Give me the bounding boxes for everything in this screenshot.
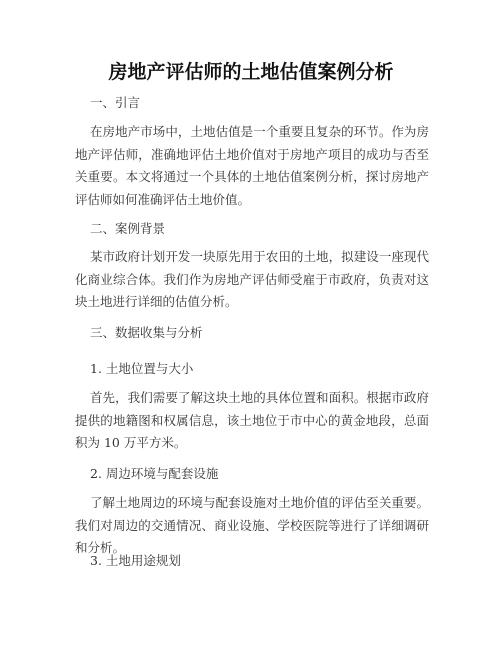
subheading-land-use-planning: 3. 土地用途规划 [90, 553, 181, 568]
subheading-land-location-size: 1. 土地位置与大小 [90, 361, 194, 376]
section-heading-data-collection: 三、数据收集与分析 [90, 325, 203, 340]
paragraph-land-location-size: 首先，我们需要了解这块土地的具体位置和面积。根据市政府提供的地籍图和权属信息，该土地位于市中心的黄金地段，总面积为 10 万平方米。 [75, 390, 429, 450]
subheading-surroundings-facilities: 2. 周边环境与配套设施 [90, 466, 219, 481]
section-heading-case-background: 二、案例背景 [90, 221, 166, 236]
paragraph-surroundings-facilities: 了解土地周边的环境与配套设施对土地价值的评估至关重要。我们对周边的交通情况、商业设施、学校医院等进行了详细调研和分析。 [75, 495, 429, 555]
paragraph-introduction: 在房地产市场中，土地估值是一个重要且复杂的环节。作为房地产评估师，准确地评估土地价值对于房地产项目的成功与否至关重要。本文将通过一个具体的土地估值案例分析，探讨房地产评估师如何准确评估土地价值。 [75, 124, 429, 207]
document-title: 房地产评估师的土地估值案例分析 [108, 61, 394, 83]
paragraph-case-background: 某市政府计划开发一块原先用于农田的土地，拟建设一座现代化商业综合体。我们作为房地产评估师受雇于市政府，负责对这块土地进行详细的估值分析。 [75, 249, 429, 309]
section-heading-introduction: 一、引言 [90, 95, 141, 110]
